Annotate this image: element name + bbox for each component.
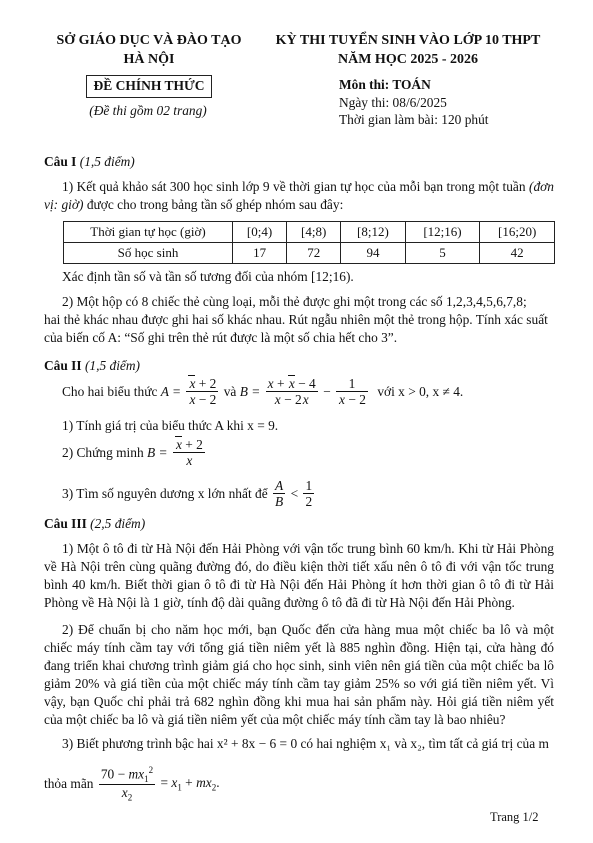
q3-heading	[44, 515, 145, 533]
q1-part1-task: Xác định tần số và tần số tương đối của nhóm [12;16).	[62, 269, 354, 284]
one-half-fraction: $\frac{1}{2}$	[305, 478, 313, 510]
expr-b-label: B =	[239, 383, 261, 399]
pages-note: (Đề thi gồm 02 trang)	[89, 103, 207, 118]
q2-item3: 3) Tìm số nguyên dương x lớn nhất để $\frac{A}{B}$ < $\frac{1}{2}$	[62, 478, 313, 510]
expr-b-fraction-1: $\frac{x + x - 4}{x - 2x}$	[267, 376, 316, 408]
q3-points: (2,5 điểm)	[90, 516, 146, 531]
official-exam-label: ĐỀ CHÍNH THỨC	[86, 75, 212, 98]
count-cell: 42	[480, 243, 555, 264]
q1-part2	[44, 293, 554, 347]
q3-part2	[44, 621, 554, 730]
expr-b-proof-label: B =	[147, 444, 168, 460]
q1-p1-text-b: được cho trong bảng tần số ghép nhóm sau đây:	[83, 197, 344, 213]
page-number: Trang 1/2	[490, 810, 539, 824]
frequency-table	[63, 221, 555, 264]
q3-part3	[44, 735, 554, 753]
q3-p3-text-b: thỏa mãn	[44, 776, 94, 792]
q2-intro-line: Cho hai biểu thức A = $\frac{x + 2}{x - 2}$ và B = $\frac{x + x - 4}{x - 2x}$ − $\frac{1}{x - 2}$ với x > 0, x ≠ 4.	[62, 376, 464, 408]
department-line-1: SỞ GIÁO DỤC VÀ ĐÀO TẠO	[56, 33, 242, 48]
exam-date: Ngày thi: 08/6/2025	[339, 94, 447, 110]
exam-title-line-2: NĂM HỌC 2025 - 2026	[338, 51, 478, 67]
q1-points: (1,5 điểm)	[79, 154, 135, 169]
q2-heading	[44, 357, 140, 375]
q2-intro-text: Cho hai biểu thức	[62, 383, 158, 399]
q3-part3-condition: thỏa mãn $\frac{70 - mx_1^2}{x_2}$ = $x_1 + mx_2$.	[44, 765, 220, 804]
q1-heading	[44, 153, 135, 171]
exam-title-line-1: KỲ THI TUYỂN SINH VÀO LỚP 10 THPT	[275, 33, 541, 48]
expr-b-proof-fraction: $\frac{x + 2}{x}$	[173, 437, 205, 469]
q2-item2-text: 2) Chứng minh	[62, 444, 144, 460]
q2-condition: với x > 0, x ≠ 4.	[377, 383, 464, 399]
table-header-cell: Thời gian tự học (giờ)	[64, 222, 233, 243]
group-cell: [16;20)	[480, 222, 555, 243]
condition-fraction: $\frac{70 - mx_1^2}{x_2}$	[100, 765, 154, 804]
table-header-cell: Số học sinh	[64, 243, 233, 264]
count-cell: 72	[287, 243, 341, 264]
q2-item1: 1) Tính giá trị của biểu thức A khi x = 9.	[62, 418, 279, 433]
q2-title: Câu II	[44, 358, 82, 373]
q2-item3-text: 3) Tìm số nguyên dương x lớn nhất để	[62, 485, 268, 501]
q1-p2-line3: của biến cố A: “Số ghi trên thẻ rút được là một số chia hết cho 3”.	[44, 330, 398, 346]
exam-duration: Thời gian làm bài: 120 phút	[339, 112, 489, 128]
ratio-a-b-fraction: $\frac{A}{B}$	[275, 478, 284, 510]
q2-item2	[62, 437, 207, 469]
count-cell: 94	[341, 243, 405, 264]
q3-title: Câu III	[44, 516, 87, 531]
q2-points: (1,5 điểm)	[84, 358, 140, 373]
group-cell: [4;8)	[287, 222, 341, 243]
q3-p2-text: 2) Để chuẩn bị cho năm học mới, bạn Quốc đến cửa hàng mua một chiếc ba lô và một chiếc máy tính cầm tay với tổng giá tiền niêm yết là 885 nghìn đồng. Hiện tại, cửa hàng đó đang triển khai chương trình giảm giá cho học sinh, sinh viên nên giá tiền của một chiếc ba lô giảm 20% và giá tiền của một chiếc máy tính cầm tay giảm 25% so với giá tiền niêm yết. Vì vậy, bạn Quốc chỉ phải trả 682 nghìn đồng khi mua hai sản phẩm này. Hỏi giá tiền niêm yết của một chiếc ba lô và giá tiền niêm yết của một chiếc máy tính cầm tay là bao nhiêu?	[44, 622, 554, 728]
expr-b-fraction-2: $\frac{1}{x - 2}$	[336, 376, 368, 408]
group-cell: [8;12)	[341, 222, 405, 243]
department-line-2: HÀ NỘI	[123, 51, 175, 67]
department-name	[44, 32, 254, 70]
q1-title: Câu I	[44, 154, 77, 169]
table-row	[64, 222, 555, 243]
q1-part1-intro	[44, 178, 554, 214]
group-cell: [0;4)	[233, 222, 287, 243]
q3-part1	[44, 540, 554, 612]
q1-p2-line2: hai thẻ khác nhau được ghi hai số khác nhau. Rút ngẫu nhiên một thẻ trong hộp. Tính xác suất	[44, 312, 548, 328]
group-cell: [12;16)	[405, 222, 480, 243]
q1-p2-line1: 2) Một hộp có 8 chiếc thẻ cùng loại, mỗi thẻ được ghi một trong các số 1,2,3,4,5,6,7,8;	[62, 294, 527, 309]
table-row	[64, 243, 555, 264]
expr-a-label: A =	[160, 383, 182, 399]
exam-title	[258, 32, 558, 70]
q1-p1-text: 1) Kết quả khảo sát 300 học sinh lớp 9 về thời gian tự học của mỗi bạn trong một tuần	[62, 179, 526, 194]
q2-and-text: và	[223, 383, 237, 399]
q3-p3-text: 3) Biết phương trình bậc hai x² + 8x − 6 = 0 có hai nghiệm x₁ và x₂, tìm tất cả giá trị của m	[62, 736, 549, 751]
count-cell: 5	[405, 243, 480, 264]
subject-text: Môn thi: TOÁN	[339, 77, 431, 92]
q1-p1-unit: (đơn vị: giờ)	[44, 179, 554, 213]
q3-p1-text: 1) Một ô tô đi từ Hà Nội đến Hải Phòng với vận tốc trung bình 60 km/h. Khi từ Hải Phòng về Hà Nội trên cùng quãng đường đó, do điều kiện thời tiết xấu nên ô tô đi với vận tốc trung bình 40 km/h. Biết thời gian ô tô đi từ Hà Nội đến Hải Phòng ít hơn thời gian ô tô đi từ Hải Phòng về Hà Nội là 1 giờ, tính độ dài quãng đường ô tô đã đi từ Hà Nội đến Hải Phòng.	[44, 541, 554, 611]
count-cell: 17	[233, 243, 287, 264]
expr-a-fraction: $\frac{x + 2}{x - 2}$	[186, 376, 218, 408]
subject	[339, 76, 559, 94]
exam-info	[339, 76, 559, 129]
